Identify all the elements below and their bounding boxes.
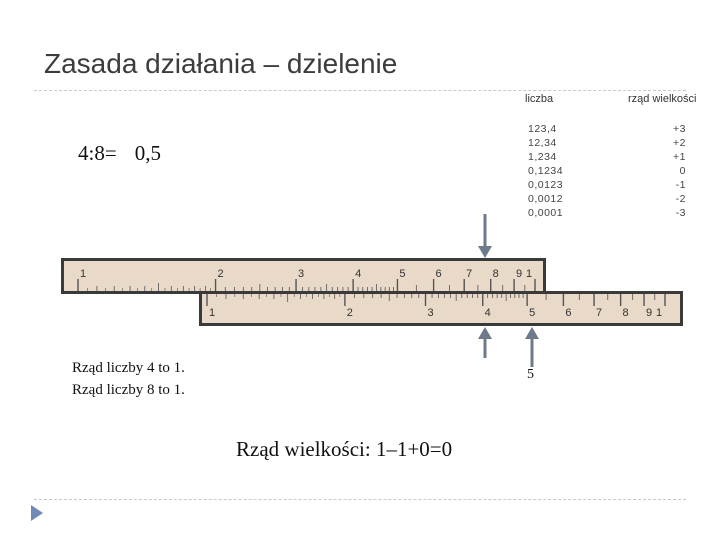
table-cell: 12,34 xyxy=(528,137,557,149)
scale-label: 1 xyxy=(655,307,663,319)
bottom-arrow-left xyxy=(478,327,492,359)
header-order: rząd wielkości xyxy=(628,93,697,105)
bottom-slide-rule xyxy=(199,291,683,326)
table-cell: 0 xyxy=(679,165,686,177)
table-cell: 0,1234 xyxy=(528,165,564,177)
nav-arrow-icon xyxy=(31,505,43,521)
scale-label: 9 xyxy=(645,307,653,319)
scale-label: 3 xyxy=(297,268,305,280)
scale-label: 9 xyxy=(516,268,523,280)
numbers-column xyxy=(528,122,563,220)
scale-label: 7 xyxy=(466,268,473,280)
orders-column xyxy=(662,122,686,220)
table-cell: 1,234 xyxy=(528,151,557,163)
equation-lhs: 4:8= xyxy=(78,141,117,165)
scale-label: 6 xyxy=(565,307,572,319)
scale-label: 6 xyxy=(435,268,442,280)
scale-label: 1 xyxy=(79,268,87,280)
table-cell: +3 xyxy=(673,123,686,135)
scale-label: 5 xyxy=(529,307,536,319)
scale-label: 1 xyxy=(525,268,533,280)
equation-result: 0,5 xyxy=(134,141,161,165)
table-cell: 0,0123 xyxy=(528,179,564,191)
scale-label: 2 xyxy=(346,307,353,319)
top-arrow xyxy=(475,214,495,260)
order-equation: Rząd wielkości: 1–1+0=0 xyxy=(236,437,453,461)
bottom-arrow-right xyxy=(525,327,539,367)
title-divider xyxy=(34,90,686,91)
slide-title: Zasada działania – dzielenie xyxy=(44,48,398,79)
header-number: liczba xyxy=(525,93,554,105)
scale-label: 1 xyxy=(208,307,216,319)
note-line-1: Rząd liczby 4 to 1. xyxy=(72,360,185,376)
table-cell: 0,0012 xyxy=(528,193,564,205)
scale-label: 8 xyxy=(622,307,629,319)
note-line-2: Rząd liczby 8 to 1. xyxy=(72,382,185,398)
division-equation xyxy=(78,141,161,166)
table-cell: -3 xyxy=(675,207,686,219)
scale-label: 5 xyxy=(399,268,406,280)
scale-label: 3 xyxy=(427,307,434,319)
table-cell: +1 xyxy=(673,151,686,163)
table-cell: +2 xyxy=(673,137,686,149)
table-cell: 0,0001 xyxy=(528,207,564,219)
scale-label: 8 xyxy=(492,268,499,280)
table-cell: 123,4 xyxy=(528,123,557,135)
footer-divider xyxy=(34,499,686,500)
table-cell: -2 xyxy=(675,193,686,205)
scale-label: 7 xyxy=(595,307,603,319)
scale-label: 2 xyxy=(217,268,224,280)
scale-label: 4 xyxy=(484,307,491,319)
result-label: 5 xyxy=(527,367,534,382)
top-slide-rule xyxy=(61,258,546,294)
table-cell: -1 xyxy=(675,179,686,191)
scale-label: 4 xyxy=(355,268,362,280)
